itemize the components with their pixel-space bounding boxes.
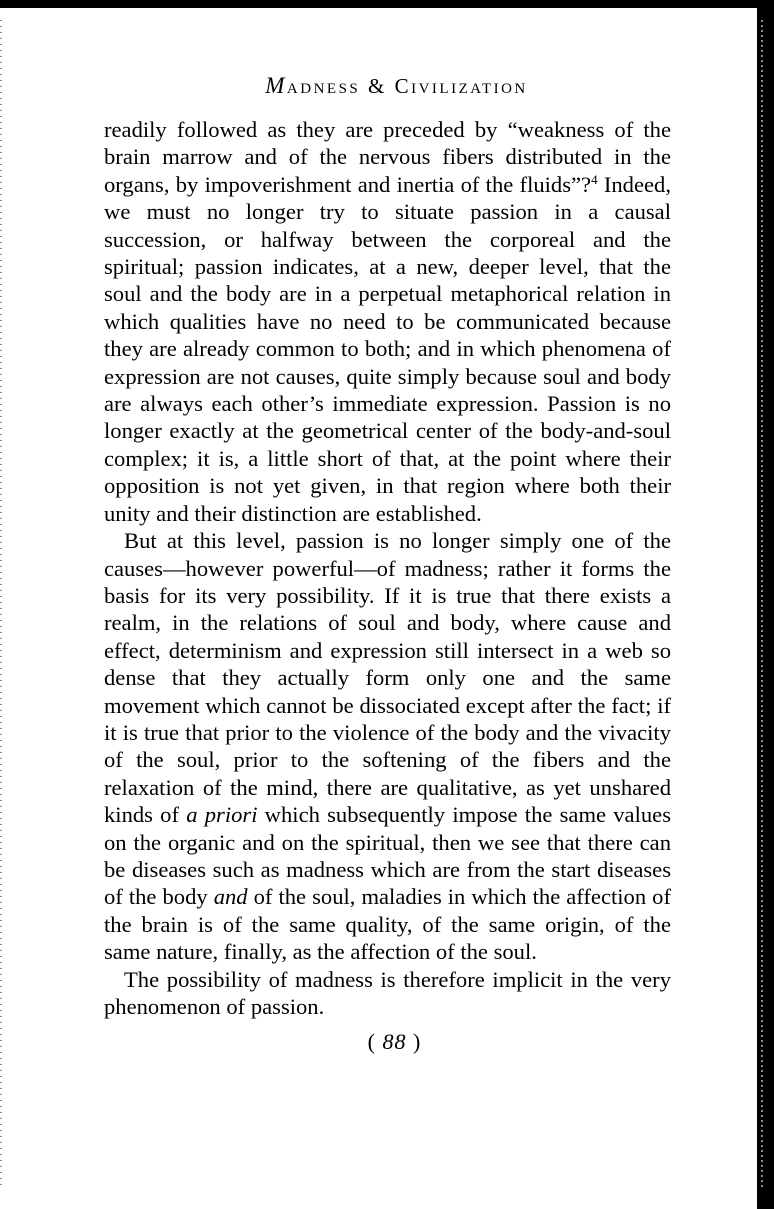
italic-text: a priori	[186, 802, 258, 828]
text-run: which subsequently impose the same values on the organic and on the spiritual, then we see that there can be diseases such as madness which are from the start diseases of the body	[104, 802, 671, 910]
folio-number: 88	[382, 1029, 407, 1055]
body-text	[104, 116, 671, 1020]
text-run: of the soul, maladies in which the affection of the brain is of the same quality, of the same origin, of the same nature, finally, as the affection of the soul.	[104, 884, 671, 965]
running-head-rest: adness & Civilization	[286, 74, 528, 98]
scan-border-top	[0, 0, 774, 8]
paragraph	[104, 527, 671, 966]
scan-border-right	[757, 0, 774, 1209]
folio-close: )	[406, 1029, 422, 1055]
running-head-initial: M	[265, 73, 287, 98]
running-head	[122, 70, 671, 102]
paragraph	[104, 966, 671, 1021]
footnote-ref: 4	[591, 171, 598, 187]
text-run: Indeed, we must no longer try to situate passion in a causal succession, or halfway between the corporeal and the spiritual; passion indicates, at a new, deeper level, that the soul and the body are in a perpetual metaphorical relation in which qualities have no need to be communicated because they are already common to both; and in which phenomena of expression are not causes, quite simply because soul and body are always each other’s immediate expression. Passion is no longer exactly at the geometrical center of the body-and-soul complex; it is, a little short of that, at the point where their opposition is not yet given, in that region where both their unity and their distinction are established.	[104, 171, 671, 526]
scan-edge-left	[0, 20, 2, 1190]
text-run: readily followed as they are preceded by “weakness of the brain marrow and of the nervous fibers distributed in the organs, by impoverishment and inertia of the fluids”?	[104, 117, 671, 197]
folio-open: (	[367, 1029, 383, 1055]
text-run: But at this level, passion is no longer simply one of the causes—however powerful—of madness; rather it forms the basis for its very possibility. If it is true that there exists a realm, in the relations of soul and body, where cause and effect, determinism and expression still intersect in a web so dense that they actually form only one and the same movement which cannot be dissociated except after the fact; if it is true that prior to the violence of the body and the vivacity of the soul, prior to the softening of the fibers and the relaxation of the mind, there are qualitative, as yet unshared kinds of	[104, 528, 671, 828]
italic-text: and	[213, 884, 248, 910]
paragraph	[104, 116, 671, 527]
book-page	[104, 70, 671, 1058]
page-number	[118, 1026, 671, 1058]
text-run: The possibility of madness is therefore implicit in the very phenomenon of passion.	[104, 966, 671, 1019]
